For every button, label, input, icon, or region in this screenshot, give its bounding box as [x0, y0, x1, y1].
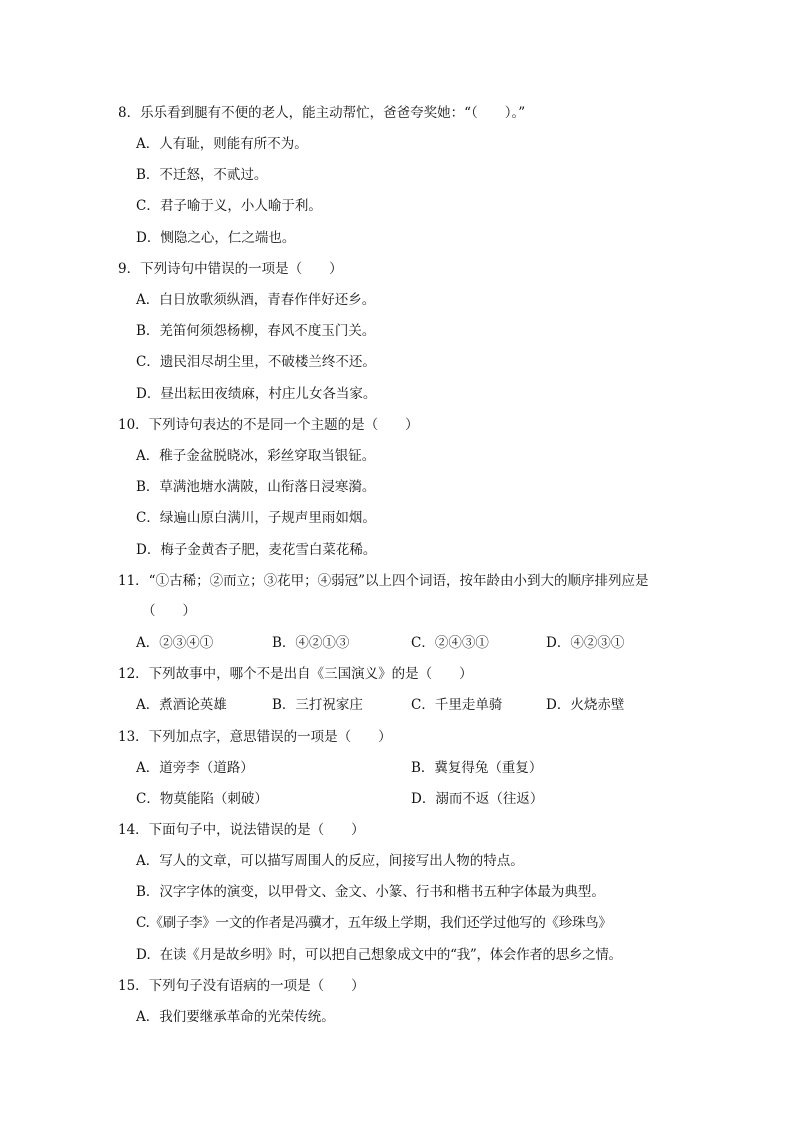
- question-14-option-c: C.《刷子李》一文的作者是冯骥才，五年级上学期，我们还学过他写的《珍珠鸟》: [136, 915, 612, 931]
- question-14-stem: 14．下面句子中，说法错误的是（ ）: [118, 822, 365, 838]
- question-15-stem: 15．下列句子没有语病的一项是（ ）: [118, 978, 365, 994]
- question-9-option-a: A．白日放歌须纵酒，青春作伴好还乡。: [136, 292, 376, 308]
- question-13-option-b: B．冀复得兔（重复）: [411, 760, 543, 776]
- question-13-options-row-1: [0, 758, 794, 778]
- question-12-stem: 12．下列故事中，哪个不是出自《三国演义》的是（ ）: [118, 666, 473, 682]
- question-9-option-c: C．遗民泪尽胡尘里，不破楼兰终不还。: [136, 354, 376, 370]
- question-12-option-a: A．煮酒论英雄: [136, 697, 227, 713]
- question-11-option-c: C．②④③①: [411, 635, 489, 651]
- question-12-options-row: [0, 695, 794, 715]
- question-11-stem-continuation: （ ）: [142, 603, 196, 619]
- question-8-stem: 8．乐乐看到腿有不便的老人，能主动帮忙，爸爸夸奖她：“（ ）。”: [118, 105, 526, 121]
- question-13-option-d: D．溺而不返（往返）: [411, 791, 544, 807]
- question-11-option-b: B．④②①③: [272, 635, 350, 651]
- question-8-option-b: B．不迁怒，不贰过。: [136, 167, 268, 183]
- question-15-option-a: A．我们要继承革命的光荣传统。: [136, 1009, 335, 1025]
- question-10-option-d: D．梅子金黄杏子肥，麦花雪白菜花稀。: [136, 542, 377, 558]
- question-13-option-a: A．道旁李（道路）: [136, 760, 254, 776]
- question-9-option-b: B．羌笛何须怨杨柳，春风不度玉门关。: [136, 323, 376, 339]
- question-11-options-row: [0, 633, 794, 653]
- question-10-option-c: C．绿遍山原白满川，子规声里雨如烟。: [136, 510, 376, 526]
- question-8-option-a: A．人有耻，则能有所不为。: [136, 136, 308, 152]
- question-14-option-d: D．在读《月是故乡明》时，可以把自己想象成文中的“我”，体会作者的思乡之情。: [136, 947, 622, 963]
- question-10-option-b: B．草满池塘水满陂，山衔落日浸寒漪。: [136, 479, 376, 495]
- question-9-stem: 9．下列诗句中错误的一项是（ ）: [118, 261, 343, 277]
- question-14-option-a: A．写人的文章，可以描写周围人的反应，间接写出人物的特点。: [136, 853, 524, 869]
- question-13-option-c: C．物莫能陷（刺破）: [136, 791, 268, 807]
- question-12-option-c: C．千里走单骑: [411, 697, 503, 713]
- question-11-stem: 11．“①古稀；②而立；③花甲；④弱冠”以上四个词语，按年龄由小到大的顺序排列应是: [118, 573, 649, 589]
- question-8-option-d: D．恻隐之心，仁之端也。: [136, 230, 296, 246]
- question-11-option-d: D．④②③①: [546, 635, 625, 651]
- question-9-option-d: D．昼出耘田夜绩麻，村庄儿女各当家。: [136, 386, 377, 402]
- question-13-options-row-2: [0, 789, 794, 809]
- question-10-option-a: A．稚子金盆脱晓冰，彩丝穿取当银钲。: [136, 448, 376, 464]
- question-8-option-c: C．君子喻于义，小人喻于利。: [136, 198, 322, 214]
- question-10-stem: 10．下列诗句表达的不是同一个主题的是（ ）: [118, 417, 419, 433]
- question-12-option-b: B．三打祝家庄: [272, 697, 363, 713]
- question-14-option-b: B．汉字字体的演变，以甲骨文、金文、小篆、行书和楷书五种字体最为典型。: [136, 884, 605, 900]
- question-11-option-a: A．②③④①: [136, 635, 214, 651]
- question-12-option-d: D．火烧赤壁: [546, 697, 625, 713]
- question-13-stem: 13．下列加点字，意思错误的一项是（ ）: [118, 729, 392, 745]
